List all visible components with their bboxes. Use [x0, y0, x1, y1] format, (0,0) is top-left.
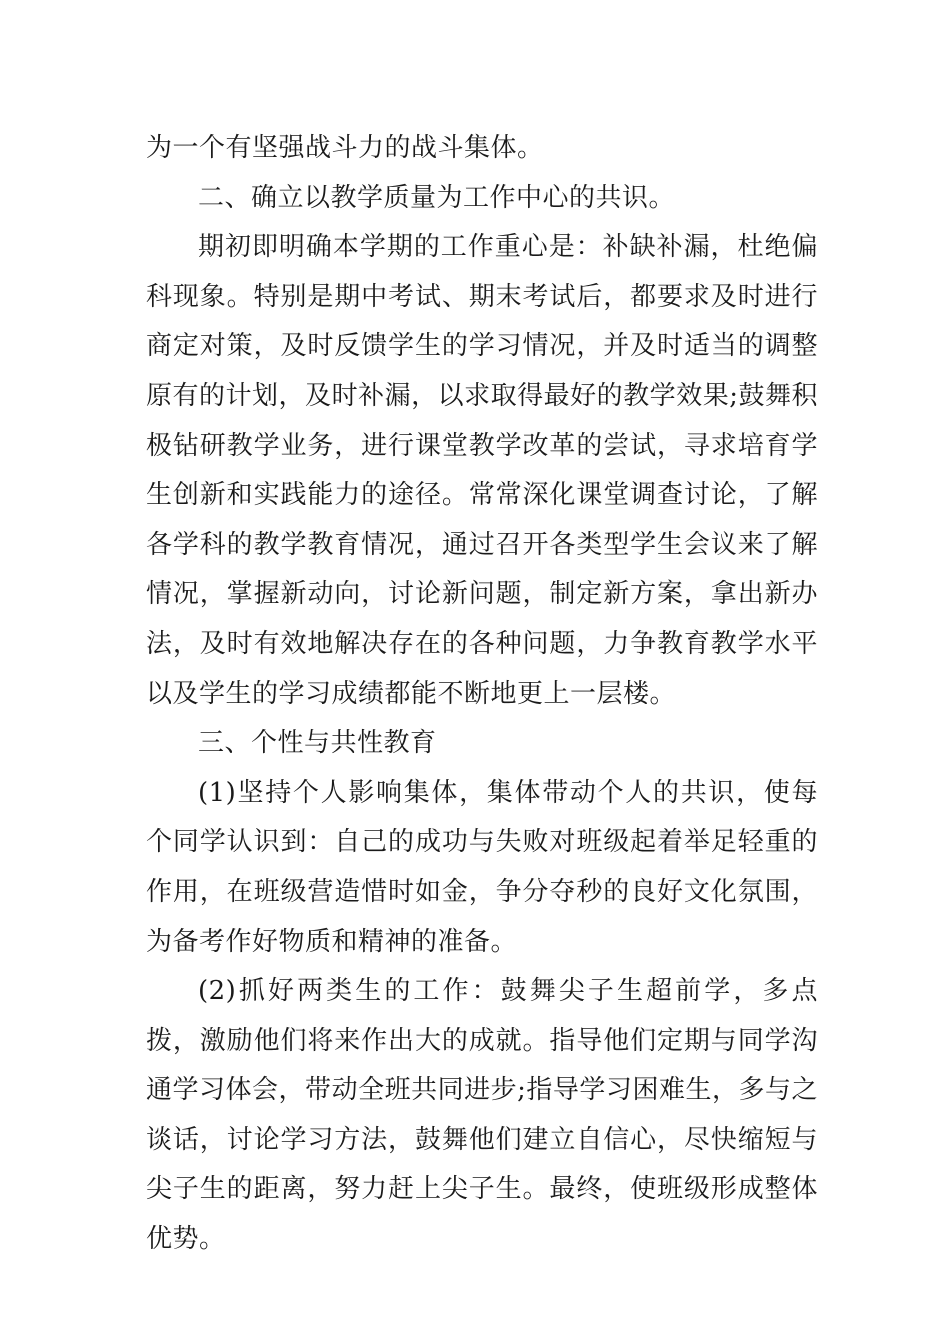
paragraph-item-1: (1)坚持个人影响集体，集体带动个人的共识，使每个同学认识到：自己的成功与失败对班级起着举足轻重的作用，在班级营造惜时如金，争分夺秒的良好文化氛围，为备考作好物质和精神的准备。 — [146, 777, 818, 957]
section-heading-3: 三、个性与共性教育 — [198, 728, 437, 759]
paragraph-teaching-focus: 期初即明确本学期的工作重心是：补缺补漏，杜绝偏科现象。特别是期中考试、期末考试后，都要求及时进行商定对策，及时反馈学生的学习情况，并及时适当的调整原有的计划，及时补漏，以求取得最好的教学效果;鼓舞积极钻研教学业务，进行课堂教学改革的尝试，寻求培育学生创新和实践能力的途径。常常深化课堂调查讨论，了解各学科的教学教育情况，通过召开各类型学生会议来了解情况，掌握新动向，讨论新问题，制定新方案，拿出新办法，及时有效地解决存在的各种问题，力争教育教学水平以及学生的学习成绩都能不断地更上一层楼。 — [146, 232, 818, 709]
section-heading-2: 二、确立以教学质量为工作中心的共识。 — [198, 182, 676, 213]
paragraph-item-2: (2)抓好两类生的工作：鼓舞尖子生超前学，多点拨，激励他们将来作出大的成就。指导他们定期与同学沟通学习体会，带动全班共同进步;指导学习困难生，多与之谈话，讨论学习方法，鼓舞他们建立自信心，尽快缩短与尖子生的距离，努力赶上尖子生。最终，使班级形成整体优势。 — [146, 976, 818, 1255]
paragraph-continuation: 为一个有坚强战斗力的战斗集体。 — [146, 133, 544, 163]
document-body — [146, 124, 818, 1265]
